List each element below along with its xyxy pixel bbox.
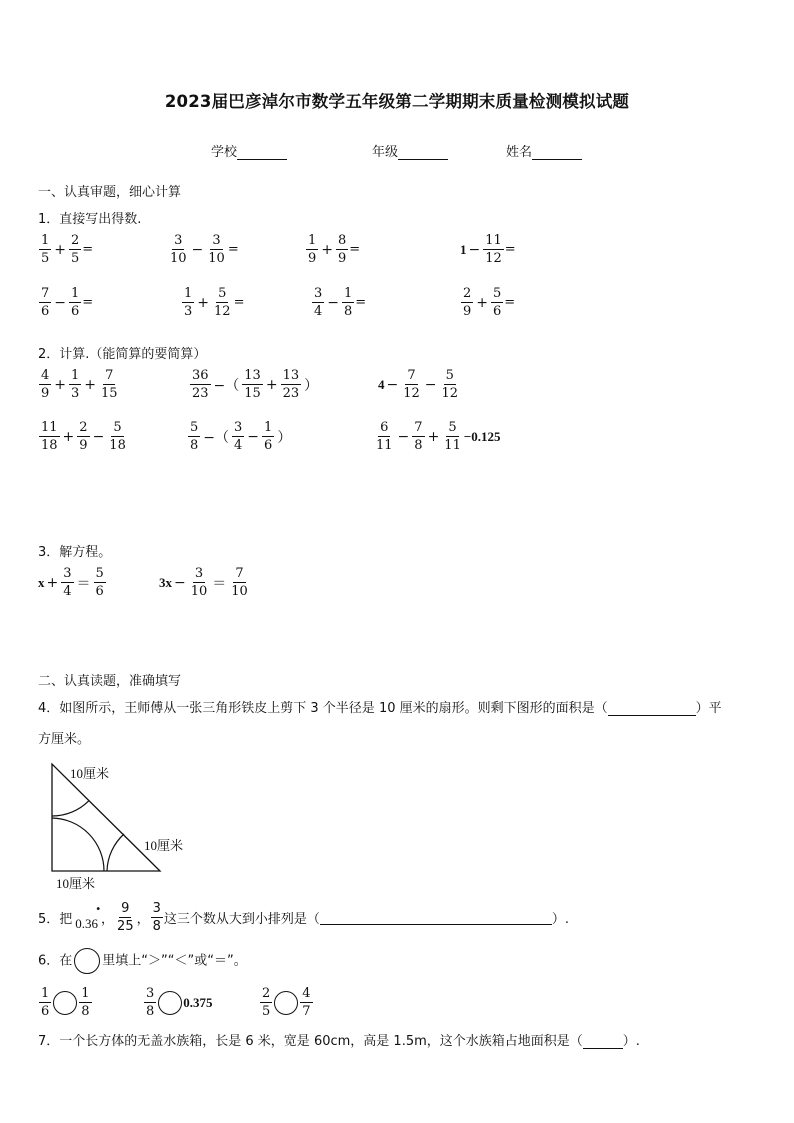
q2-label: 2．计算.（能简算的要简算） — [38, 347, 207, 362]
q6-text: 6．在 里填上“＞”“＜”或“＝”。 — [38, 948, 247, 974]
q4-text-2: 方厘米。 — [38, 732, 91, 747]
q5-text: 5．把 0.36 • ， $\frac{9}{25}$ ， $\frac{3}{8}$ 这三个数从大到小排列是（ ）. — [38, 901, 570, 934]
grade-blank[interactable] — [398, 145, 448, 160]
sector-arc-right — [107, 834, 124, 871]
q6-answer-circle-1[interactable] — [53, 991, 77, 1015]
grade-field[interactable] — [372, 141, 448, 160]
q6-compare-3: $\frac{2}{5}$ $\frac{4}{7}$ — [262, 986, 311, 1019]
q6-answer-circle-3[interactable] — [274, 991, 298, 1015]
section2-heading: 二、认真读题，准确填写 — [38, 674, 182, 689]
name-blank[interactable] — [532, 145, 582, 160]
q2-expr-6: $\frac{6}{11}$ − $\frac{7}{8}$ + $\frac{5}{11}$ −0.125 — [376, 420, 501, 453]
q1-expr-6: $\frac{1}{3}$ + $\frac{5}{12}$ = — [184, 286, 245, 319]
page-title: 2023届巴彦淖尔市数学五年级第二学期期末质量检测模拟试题 — [164, 92, 630, 111]
q7-answer-blank[interactable] — [583, 1034, 623, 1049]
name-field[interactable] — [506, 141, 582, 160]
q3-equation-1: x + $\frac{3}{4}$ ＝ $\frac{5}{6}$ — [38, 566, 104, 599]
fig-label-bottom: 10厘米 — [56, 876, 96, 891]
q1-expr-7: $\frac{3}{4}$ − $\frac{1}{8}$ = — [314, 286, 367, 319]
q1-expr-1: $\frac{1}{5}$ + $\frac{2}{5}$ = — [41, 233, 94, 266]
q3-label: 3．解方程。 — [38, 545, 112, 560]
q1-expr-2: $\frac{3}{10}$ − $\frac{3}{10}$ = — [170, 233, 239, 266]
q6-example-circle — [74, 948, 100, 974]
q5-repeating-decimal: 0.36 • — [75, 903, 102, 931]
q7-text: 7．一个长方体的无盖水族箱，长是 6 米，宽是 60cm，高是 1.5m，这个水族箱占地面积是（ ）. — [38, 1034, 640, 1049]
q1-expr-5: $\frac{7}{6}$ − $\frac{1}{6}$ = — [41, 286, 94, 319]
q2-expr-4: $\frac{11}{18}$ + $\frac{2}{9}$ − $\frac{5}{18}$ — [41, 420, 126, 453]
q1-expr-4: 1 − $\frac{11}{12}$ = — [460, 233, 516, 266]
q2-expr-5: $\frac{5}{8}$ −（ $\frac{3}{4}$ − $\frac{1}{6}$ ） — [190, 420, 292, 453]
q1-expr-8: $\frac{2}{9}$ + $\frac{5}{6}$ = — [463, 286, 516, 319]
q2-expr-3: 4 − $\frac{7}{12}$ − $\frac{5}{12}$ — [378, 368, 459, 401]
q4-answer-blank[interactable] — [608, 701, 696, 716]
sector-arc-top — [52, 801, 89, 816]
q1-label: 1．直接写出得数. — [38, 212, 142, 227]
q2-expr-1: $\frac{4}{9}$ + $\frac{1}{3}$ + $\frac{7}{15}$ — [41, 368, 118, 401]
q1-expr-3: $\frac{1}{9}$ + $\frac{8}{9}$ = — [308, 233, 361, 266]
section1-heading: 一、认真审题，细心计算 — [38, 185, 182, 200]
name-label: 姓名 — [506, 145, 533, 160]
fig-label-right: 10厘米 — [144, 838, 184, 853]
q4-text: 4．如图所示，王师傅从一张三角形铁皮上剪下 3 个半径是 10 厘米的扇形。则剩下图形的面积是（ ）平 — [38, 701, 722, 716]
school-label: 学校 — [211, 145, 238, 160]
q5-answer-blank[interactable] — [320, 910, 552, 925]
sector-arc-corner — [52, 818, 104, 871]
q2-expr-2: $\frac{36}{23}$ −（ $\frac{13}{15}$ + $\frac{13}{23}$ ） — [192, 368, 319, 401]
q6-compare-2: $\frac{3}{8}$ 0.375 — [146, 986, 213, 1019]
grade-label: 年级 — [372, 145, 399, 160]
q6-compare-1: $\frac{1}{6}$ $\frac{1}{8}$ — [41, 986, 90, 1019]
q4-triangle-figure — [48, 760, 228, 895]
school-blank[interactable] — [237, 145, 287, 160]
q6-answer-circle-2[interactable] — [158, 991, 182, 1015]
fig-label-top: 10厘米 — [70, 766, 110, 781]
q3-equation-2: 3x − $\frac{3}{10}$ ＝ $\frac{7}{10}$ — [159, 566, 248, 599]
school-field[interactable] — [211, 141, 287, 160]
